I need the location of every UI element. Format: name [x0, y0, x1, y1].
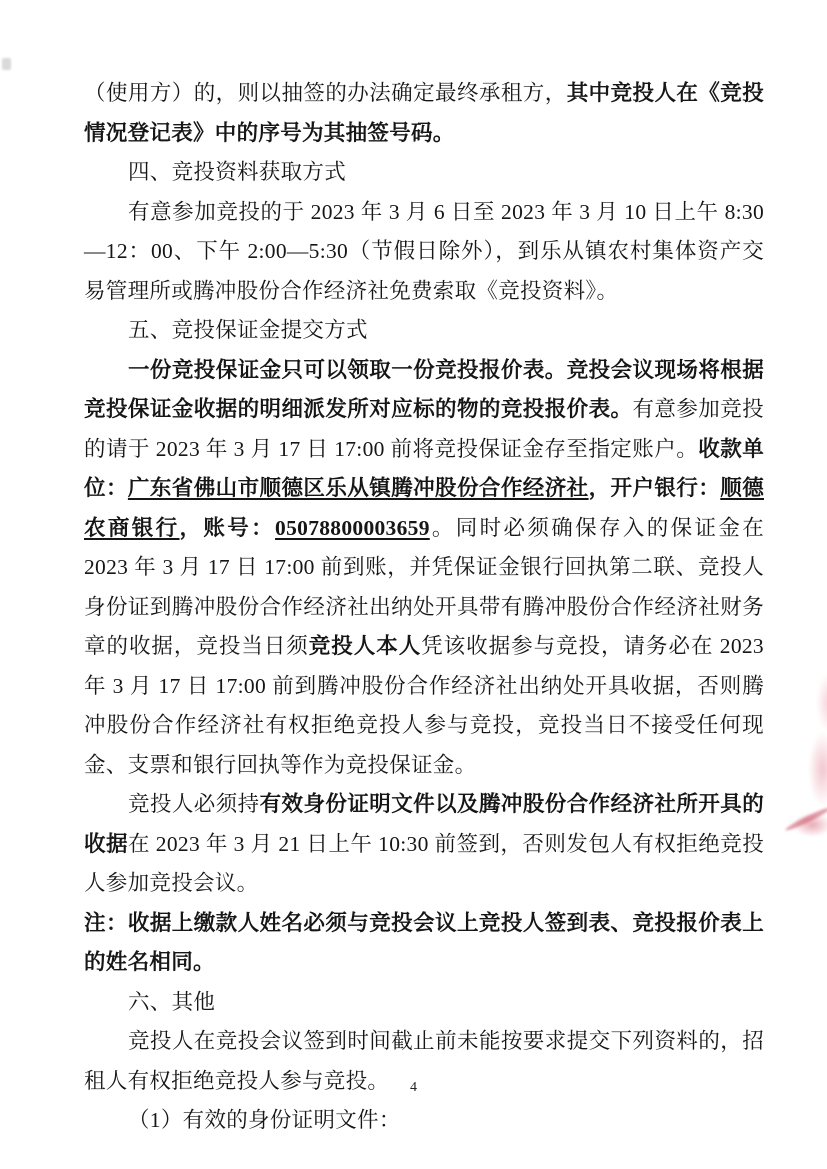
text-segment: 凭该收据参与竞投，请务必在 2023 年 3 月 17 日 17:00 前到腾冲股份合作经济社出纳处开具收据，否则腾冲股份合作经济社有权拒绝竞投人参与竞投，竞投当日不接受任何现金、支票和银行回执等作为竞投保证金。: [84, 634, 764, 777]
paragraph-item-1: [84, 1101, 764, 1141]
text-segment: 竞投人必须持: [128, 792, 260, 816]
scan-smudge: [2, 58, 11, 70]
text-segment: 开户银行：: [610, 476, 721, 500]
text-segment: 六、其他: [128, 989, 216, 1014]
section-heading-5: [84, 311, 764, 351]
page-number: 4: [410, 1080, 417, 1095]
section-heading-4: [84, 153, 764, 193]
text-segment: 有意参加竞投的于 2023 年 3 月 6 日至 2023 年 3 月 10 日上午 8:30—12：00、下午 2:00—5:30（节假日除外），到乐从镇农村集体资产交易管理所或腾冲股份合作经济社免费索取《竞投资料》。: [84, 199, 764, 303]
payee-name: 广东省佛山市顺德区乐从镇腾冲股份合作经济社: [127, 476, 589, 500]
red-seal-blob: [783, 662, 827, 847]
red-seal-stamp-fragment: [783, 662, 827, 847]
text-segment: 收款单位：: [84, 436, 764, 500]
text-segment: 竞投人在竞投会议签到时间截止前未能按要求提交下列资料的，招租人有权拒绝竞投人参与竞投。: [84, 1029, 764, 1093]
document-body: [84, 74, 764, 1141]
text-segment: 一份竞投保证金只可以领取一份竞投报价表。竞投会议现场将根据竞投保证金收据的明细派发所对应标的物的竞投报价表。: [84, 357, 764, 421]
text-segment: 四、竞投资料获取方式: [128, 160, 347, 184]
text-segment: 竞投人本人: [308, 634, 422, 658]
paragraph-continuation: [84, 74, 764, 153]
text-segment: 有意参加竞投的请于 2023 年 3 月 17 日 17:00 前将竞投保证金存至指定账户。: [84, 397, 764, 461]
text-segment: 其中竞投人在《竞投情况登记表》中的序号为其抽签号码。: [84, 81, 765, 145]
red-seal-streak: [784, 805, 827, 832]
text-segment: ，: [588, 476, 611, 500]
text-segment: （使用方）的，则以抽签的办法确定最终承租方，: [84, 81, 567, 105]
text-segment: （1）有效的身份证明文件：: [128, 1108, 401, 1132]
bank-name: 顺德农商银行: [84, 476, 764, 540]
paragraph-deposit: [84, 351, 764, 786]
text-segment: 在 2023 年 3 月 21 日上午 10:30 前签到，否则发包人有权拒绝竞投人参加竞投会议。: [84, 831, 764, 895]
paragraph-note: [84, 904, 764, 983]
text-segment: 账号：: [203, 515, 276, 540]
section-heading-6: [84, 983, 764, 1023]
text-segment: 有效身份证明文件以及腾冲股份合作经济社所开具的收据: [84, 792, 764, 856]
paragraph-material-access: [84, 193, 764, 312]
text-segment: 。同时必须确保存入的保证金在 2023 年 3 月 17 日 17:00 前到账，并凭保证金银行回执第二联、竞投人身份证到腾冲股份合作经济社出纳处开具带有腾冲股份合作经济社财务章的收据，竞投当日须: [84, 515, 765, 658]
text-segment: 五、竞投保证金提交方式: [128, 318, 368, 342]
text-segment: 注：收据上缴款人姓名必须与竞投会议上竞投人签到表、竞投报价表上的姓名相同。: [84, 910, 764, 974]
paragraph-signin: [84, 785, 764, 904]
account-number: 05078800003659: [275, 515, 430, 540]
text-segment: ，: [179, 515, 204, 540]
